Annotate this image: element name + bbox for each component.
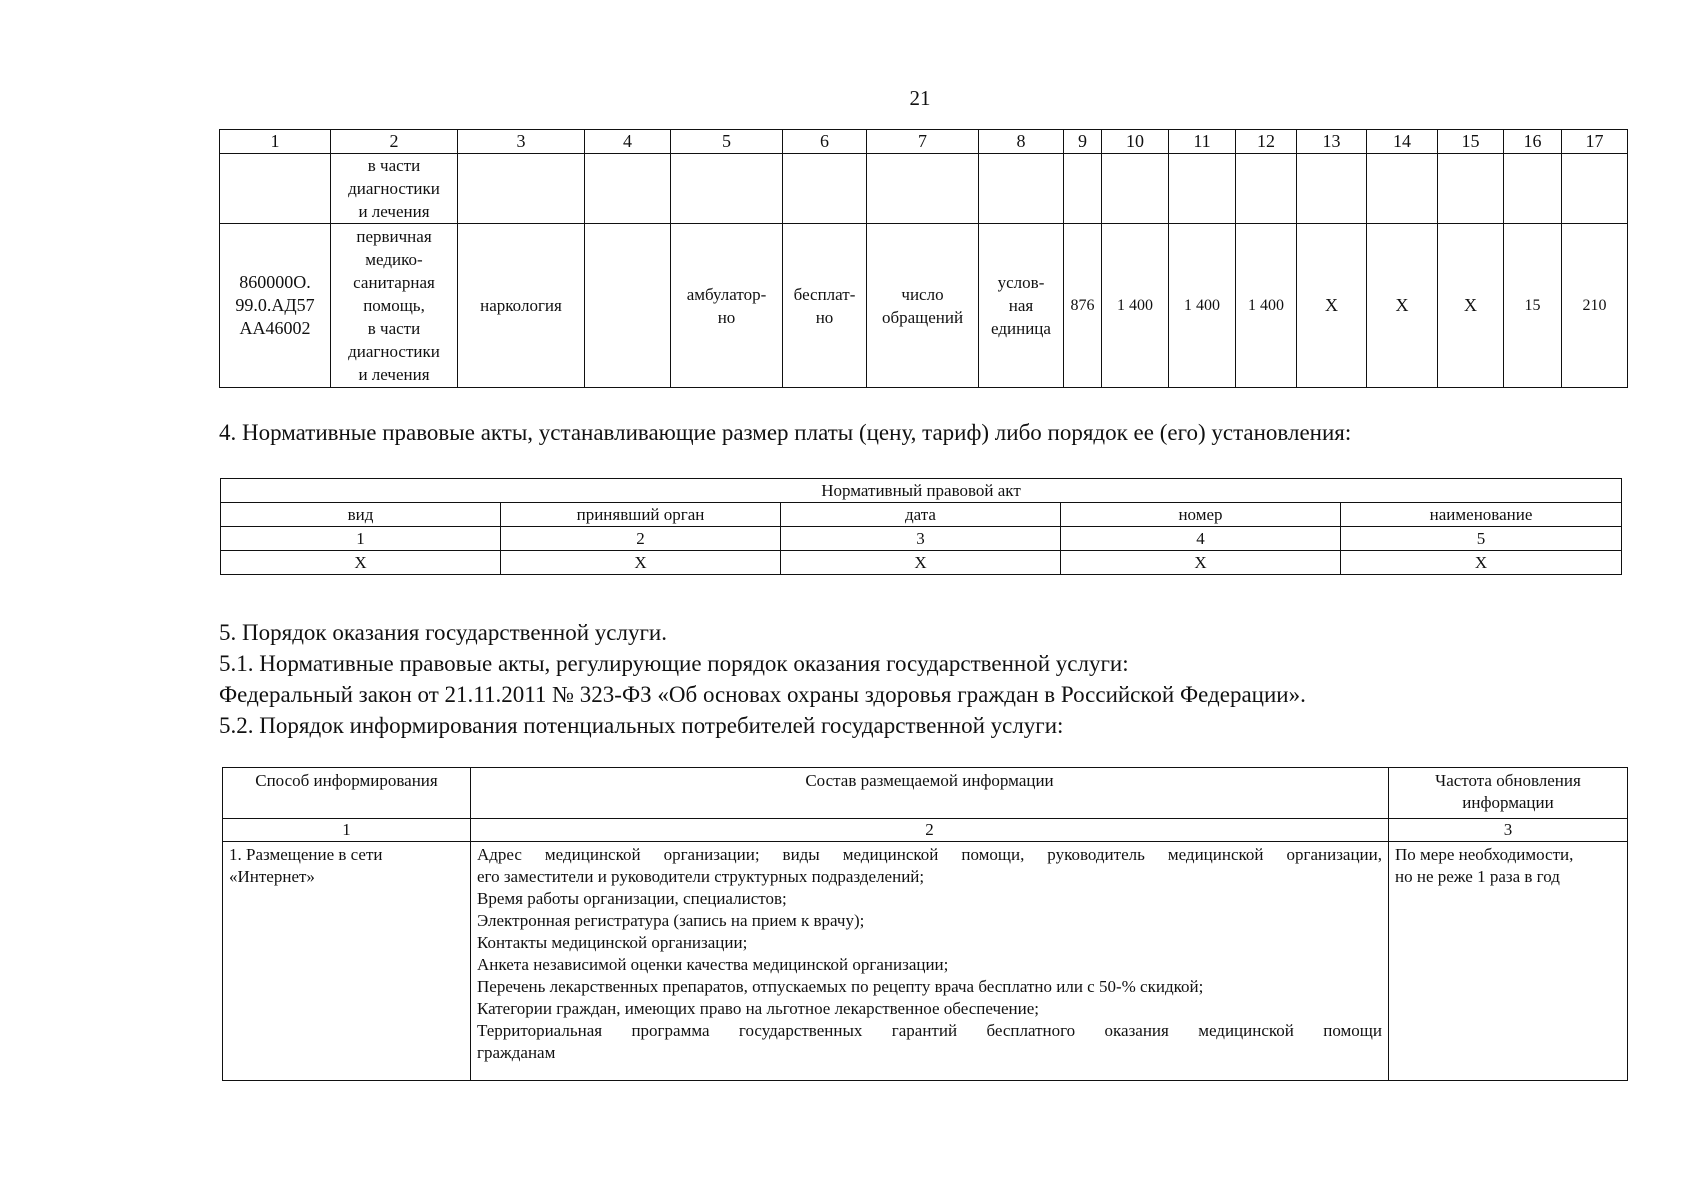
profile-cell: наркология [458,224,585,388]
column-header: Состав размещаемой информации [471,768,1389,819]
table1-col-number: 11 [1169,130,1236,154]
column-number: 5 [1341,527,1622,551]
table1-col-number: 7 [867,130,979,154]
column-number: 1 [223,819,471,842]
column-number: 2 [471,819,1389,842]
service-content-cell: в части диагностики и лечения [331,154,458,224]
value-cell: 1 400 [1169,224,1236,388]
column-header: Частота обновления информации [1389,768,1628,819]
value-cell: 1 400 [1236,224,1297,388]
service-content-cell: первичная медико- санитарная помощь, в части диагностики и лечения [331,224,458,388]
value-cell: Х [501,551,781,575]
table1-col-number: 12 [1236,130,1297,154]
table1-col-number: 13 [1297,130,1367,154]
value-cell: Х [1297,224,1367,388]
empty-cell [585,224,671,388]
column-number: 2 [501,527,781,551]
table1-col-number: 1 [220,130,331,154]
column-header: номер [1061,503,1341,527]
table-row [221,551,1622,575]
federal-law-text: Федеральный закон от 21.11.2011 № 323-ФЗ «Об основах охраны здоровья граждан в Российской Федерации». [219,682,1306,707]
column-header: наименование [1341,503,1622,527]
table1-col-number: 3 [458,130,585,154]
table1-col-number: 2 [331,130,458,154]
value-cell: Х [1341,551,1622,575]
table3-number-row [223,819,1628,842]
payment-cell: бесплат- но [783,224,867,388]
informing-table [222,767,1628,1081]
value-cell: Х [1438,224,1504,388]
table2-title: Нормативный правовой акт [221,479,1622,503]
table1-col-number: 6 [783,130,867,154]
table3-header-row [223,768,1628,819]
table-row [220,154,1628,224]
value-cell: 15 [1504,224,1562,388]
value-cell: Х [221,551,501,575]
section5-2-heading: 5.2. Порядок информирования потенциальных потребителей государственной услуги: [219,713,1064,738]
column-number: 1 [221,527,501,551]
okei-code-cell: 876 [1064,224,1102,388]
column-number: 4 [1061,527,1341,551]
table1-col-number: 16 [1504,130,1562,154]
table2-title-row [221,479,1622,503]
section4-heading: 4. Нормативные правовые акты, устанавливающие размер платы (цену, тариф) либо порядок ее (его) установления: [219,420,1352,445]
value-cell: Х [1367,224,1438,388]
informing-method-cell: 1. Размещение в сети «Интернет» [223,842,471,1081]
value-cell: Х [781,551,1061,575]
table1-col-number: 9 [1064,130,1102,154]
column-header: Способ информирования [223,768,471,819]
table1-header-row [220,130,1628,154]
table2-number-row [221,527,1622,551]
table1-col-number: 14 [1367,130,1438,154]
value-cell: 1 400 [1102,224,1169,388]
indicator-cell: число обращений [867,224,979,388]
table1-col-number: 10 [1102,130,1169,154]
section5-heading: 5. Порядок оказания государственной услуги. [219,620,667,645]
column-number: 3 [781,527,1061,551]
information-content-cell: Адрес медицинской организации; виды медицинской помощи, руководитель медицинской организации, его заместители и руководители структурных подразделений; Время работы организации, специалистов; Электронная регистратура (запись на прием к врачу); Контакты медицинской организации; Анкета независимой оценки качества медицинской организации; Перечень лекарственных препаратов, отпускаемых по рецепту врача бесплатно или с 50-% скидкой; Категории граждан, имеющих право на льготное лекарственное обеспечение; Территориальная программа государственных гарантий бесплатного оказания медицинской помощи гражданам [471,842,1389,1081]
value-cell: Х [1061,551,1341,575]
column-number: 3 [1389,819,1628,842]
unit-cell: услов- ная единица [979,224,1064,388]
condition-cell: амбулатор- но [671,224,783,388]
registry-code-cell: 860000О. 99.0.АД57 АА46002 [220,224,331,388]
table1-col-number: 17 [1562,130,1628,154]
table-row [220,224,1628,388]
table1-col-number: 8 [979,130,1064,154]
service-volume-table [219,129,1628,388]
page-number: 21 [909,86,931,110]
column-header: вид [221,503,501,527]
table1-col-number: 5 [671,130,783,154]
legal-acts-table [220,478,1622,575]
value-cell: 210 [1562,224,1628,388]
table1-col-number: 15 [1438,130,1504,154]
table1-col-number: 4 [585,130,671,154]
update-frequency-cell: По мере необходимости, но не реже 1 раза в год [1389,842,1628,1081]
table-row [223,842,1628,1081]
column-header: дата [781,503,1061,527]
section5-1-heading: 5.1. Нормативные правовые акты, регулирующие порядок оказания государственной услуги: [219,651,1129,676]
column-header: принявший орган [501,503,781,527]
table2-header-row [221,503,1622,527]
